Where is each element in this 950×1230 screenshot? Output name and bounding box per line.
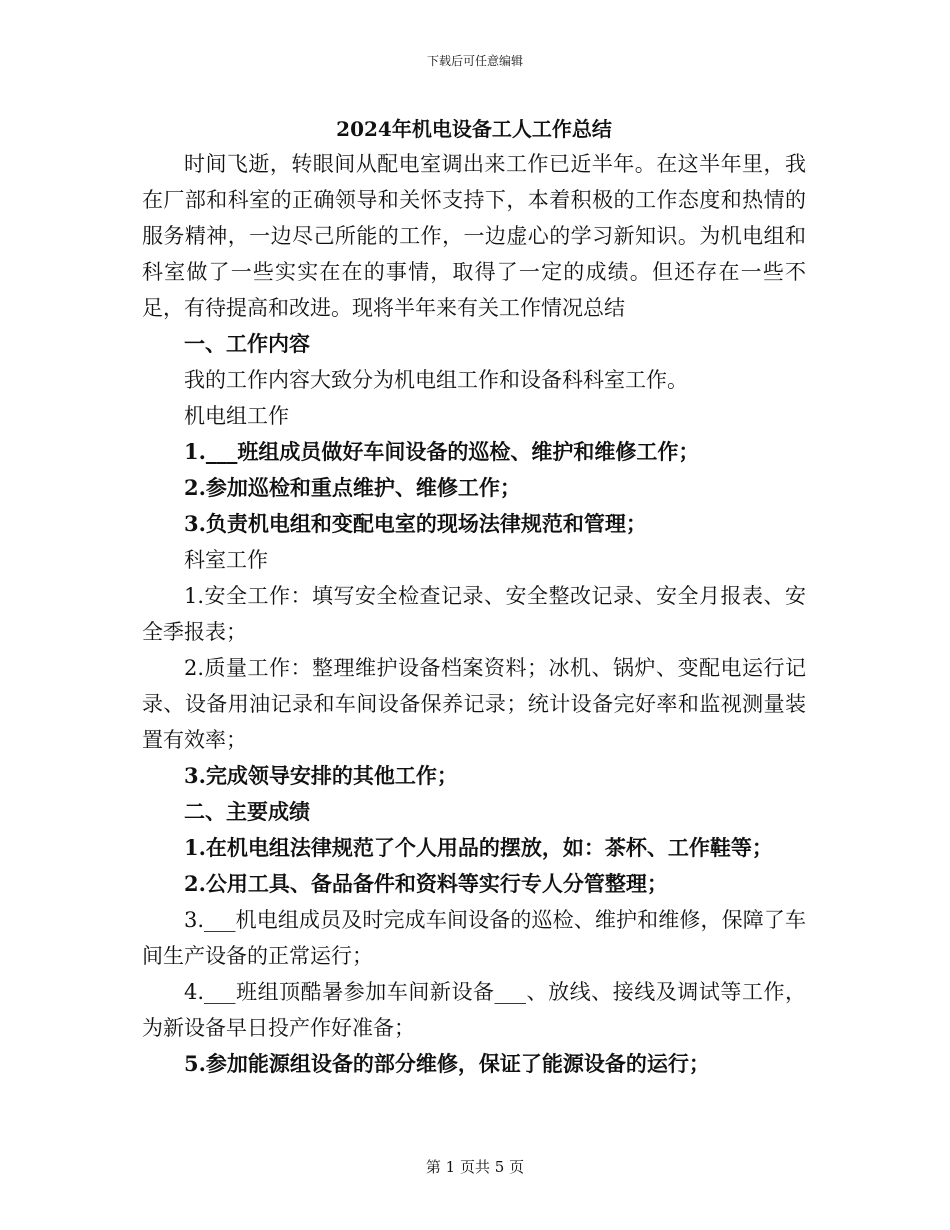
paragraph: 我的工作内容大致分为机电组工作和设备科科室工作。 (184, 368, 688, 392)
paragraph: 4.___班组顶酷暑参加车间新设备___、放线、接线及调试等工作，为新设备早日投产作好准备； (142, 980, 806, 1040)
page-header: 下载后可任意编辑 (426, 54, 523, 68)
paragraph: 1.___班组成员做好车间设备的巡检、维护和维修工作； (184, 439, 700, 464)
page-footer: 第 1 页共 5 页 (425, 1158, 525, 1176)
paragraph: 1.安全工作：填写安全检查记录、安全整改记录、安全月报表、安全季报表； (142, 584, 806, 644)
paragraph: 二、主要成绩 (184, 799, 310, 824)
document-title: 2024年机电设备工人工作总结 (336, 117, 612, 141)
paragraph-list (142, 146, 806, 1082)
paragraph: 2.参加巡检和重点维护、维修工作； (184, 475, 521, 500)
document-body (142, 112, 806, 1082)
paragraph: 机电组工作 (184, 404, 289, 428)
paragraph: 科室工作 (184, 548, 268, 572)
paragraph: 3.负责机电组和变配电室的现场法律规范和管理； (184, 511, 647, 536)
paragraph: 3.完成领导安排的其他工作； (184, 763, 458, 788)
paragraph: 一、工作内容 (184, 331, 310, 356)
paragraph: 5.参加能源组设备的部分维修，保证了能源设备的运行； (184, 1051, 710, 1076)
paragraph: 3.___机电组成员及时完成车间设备的巡检、维护和维修，保障了车间生产设备的正常运行； (142, 908, 806, 968)
paragraph: 1.在机电组法律规范了个人用品的摆放，如：茶杯、工作鞋等； (184, 835, 773, 860)
paragraph: 2.公用工具、备品备件和资料等实行专人分管整理； (184, 871, 668, 896)
paragraph: 2.质量工作：整理维护设备档案资料；冰机、锅炉、变配电运行记录、设备用油记录和车间设备保养记录；统计设备完好率和监视测量装置有效率； (142, 656, 806, 752)
paragraph: 时间飞逝，转眼间从配电室调出来工作已近半年。在这半年里，我在厂部和科室的正确领导和关怀支持下，本着积极的工作态度和热情的服务精神，一边尽己所能的工作，一边虚心的学习新知识。为机电组和科室做了一些实实在在的事情，取得了一定的成绩。但还存在一些不足，有待提高和改进。现将半年来有关工作情况总结 (142, 152, 806, 320)
